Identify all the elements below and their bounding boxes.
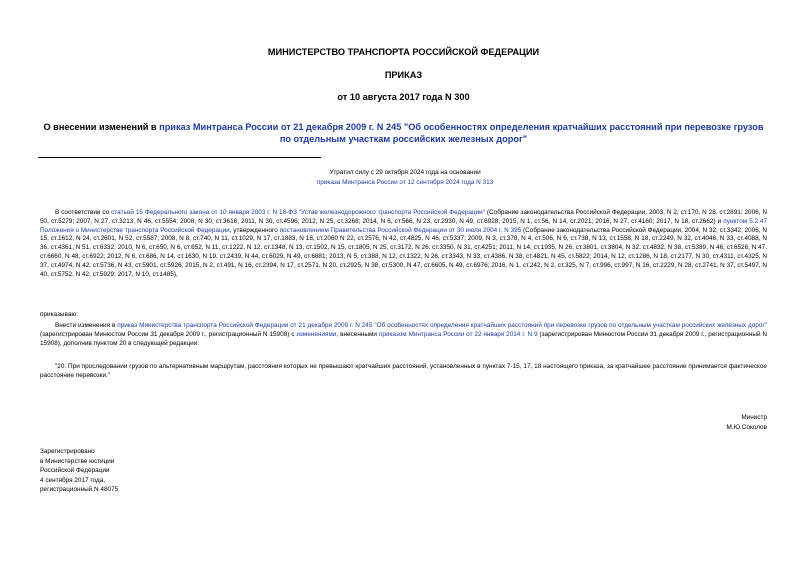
ministry-heading: МИНИСТЕРСТВО ТРАНСПОРТА РОССИЙСКОЙ ФЕДЕРАЦИИ <box>267 47 540 57</box>
registration-line-5: регистрационный N 48075 <box>40 486 119 494</box>
amendment-text-4: (зарегистрирован Минюстом России 31 декабря 2009 г., регистрационный N 15908), дополнив пунктом 20 в следующей редакции: <box>40 330 768 347</box>
status-note <box>270 168 540 188</box>
order-word: приказываю: <box>40 311 78 318</box>
registration-line-1: Зарегистрировано <box>40 448 95 455</box>
document-type: ПРИКАЗ <box>384 70 423 80</box>
regulation-point-link[interactable]: пунктом 5.2.47 Положения о Министерстве транспорта Российской Федерации <box>40 217 767 234</box>
document-title <box>40 121 767 145</box>
amendment-text-1: Внести изменения в <box>55 322 118 329</box>
point-20-paragraph: "20. При проследовании грузов по альтернативным маршрутам, расстояния которых не превышают кратчайших расстояний, установленных в пунктах 7-15, 17, 18 настоящего приказа, за кратчайшее расстояние принимается фактическое расстояние перевозки." <box>40 363 767 379</box>
federal-law-link[interactable]: статьей 15 Федерального закона от 10 января 2003 г. N 18-ФЗ "Устав железнодорожного транспорта Российской Федерации" <box>111 209 486 216</box>
preamble-text-4: (Собрание законодательства Российской Федерации, 2004, N 32, ст.3342; 2006, N 15, ст.1612, N 24, ст.2601, N 52, ст.5587; 2008, N 8, ст.740, N 11, ст.1029, N 17, ст.1883, N 18, ст.2060 N 22, ст.2576, N 42, ст.4825, N 46, ст.5337; 2009, N 3, ст.378, N 4, ст.506, N 6, ст.738, N 13, ст.1558, N 18, ст.2249, N 32, ст.4046, N 33, ст.4088, N 36, ст.4361, N 51, ст.6332; 2010, N 6, ст.650, N 6, ст.652, N 11, ст.1222, N 12, ст.1348, N 13, ст.1502, N 15, ст.1805, N 25, ст.3172, N 26, ст.3350, N 31, ст.4251; 2011, N 14, ст.1935, N 26, ст.3801, ст.3804, N 32, ст.4832, N 38, ст.5389, N 46, ст.6526, N 47, ст.6660, N 48, ст.6922; 2012, N 6, ст.686, N 14, ст.1630, N 19, ст.2439, N 44, ст.6029, N 49, ст.6881; 2013, N 5, ст.388, N 12, ст.1322, N 26, ст.3343, N 33, ст.4386, N 38, ст.4821, N 45, ст.5822; 2014, N 12, ст.1286, N 18, ст.2177, N 30, ст.4311, ст.4325, N 37, ст.4974, N 42, ст.5736, N 43, ст.5901, ст.5926; 2015, N 2, ст.491, N 16, ст.2394, N 17, ст.2571, N 20, ст.2925, N 38, ст.5300, N 47, ст.6605, N 49, ст.6976; 2016, N 1, ст.242, N 2, ст.325, N 7, ст.996, ст.997, N 16, ст.2229, N 28, ст.2741, N 37, ст.5497, N 40, ст.5752, N 42, ст.5929; 2017, N 10, ст.1485), <box>40 226 767 278</box>
amendment-text-2: (зарегистрирован Минюстом России 31 декабря 2009 г., регистрационный N 15908) с <box>40 330 297 338</box>
status-note-link[interactable]: приказа Минтранса России от 12 сентября 2024 года N 313 <box>316 179 494 186</box>
document-date-number: от 10 августа 2017 года N 300 <box>337 92 470 102</box>
amendment-text-3: , внесенными <box>336 330 379 338</box>
preamble-text-3: , утвержденного <box>229 226 280 234</box>
government-decree-link[interactable]: постановлением Правительства Российской Федерации от 30 июля 2004 г. N 395 <box>279 226 522 234</box>
signature-name: М.Ю.Соколов <box>726 423 767 431</box>
registration-line-4: 4 сентября 2017 года, <box>40 476 106 484</box>
title-prefix: О внесении изменений в <box>43 122 160 132</box>
amending-order-link[interactable]: приказом Минтранса России от 22 января 2014 г. N 9 <box>378 330 538 338</box>
amended-order-link[interactable]: приказ Министерства транспорта Российской Федерации от 21 декабря 2009 г. N 245 "Об особенностях определения кратчайших расстояний при перевозке грузов по отдельным участкам российских железных дорог" <box>117 322 767 329</box>
signature-block <box>726 413 767 432</box>
preamble-paragraph <box>40 209 767 279</box>
status-note-text: Утратил силу с 29 октября 2024 года на основании <box>329 169 481 176</box>
preamble-text-2: (Собрание законодательства Российской Федерации, 2003, N 2, ст.170, N 28, ст.2891; 2006, N 50, ст.5279; 2007, N 27, ст.3213, N 46, ст.5554; 2008, N 30, ст.3616; 2011, N 30, ст.4596; 2012, N 25, ст.3268; 2014, N 6, ст.566, N 23, ст.2930, N 49, ст.6928; 2015, N 1, ст.56, N 14, ст.2021; 2016, N 27, ст.4160; 2017, N 18, ст.2662) и <box>40 209 768 225</box>
preamble-text-1: В соответствии со <box>55 209 112 216</box>
changes-link[interactable]: изменениями <box>296 330 337 338</box>
registration-block <box>40 447 118 495</box>
registration-line-2: в Министерстве юстиции <box>40 457 115 465</box>
title-divider <box>38 157 321 158</box>
signature-position: Министр <box>741 414 767 421</box>
title-link[interactable]: приказ Минтранса России от 21 декабря 2009 г. N 245 "Об особенностях определения кратчайших расстояний при перевозке грузов по отдельным участкам российских железных дорог" <box>159 122 764 144</box>
amendment-paragraph <box>40 322 767 348</box>
registration-line-3: Российской Федерации <box>40 467 110 475</box>
